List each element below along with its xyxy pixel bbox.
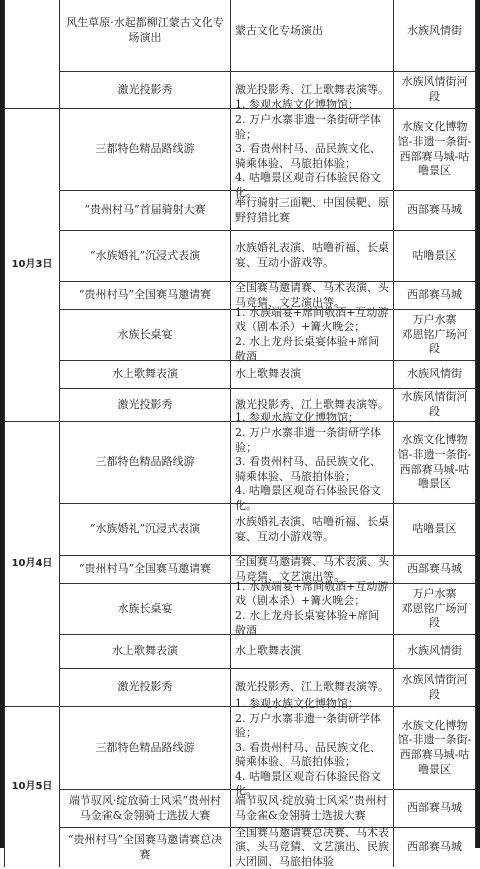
event-content-cell (230, 579, 393, 637)
event-name-cell-text: 三都特色精品路线游 (95, 142, 195, 156)
event-location-cell (393, 421, 475, 503)
event-location-cell-text: 西部赛马城 (407, 562, 462, 576)
event-name-cell-text: 激光投影秀 (117, 397, 173, 411)
event-location-cell-text: 万户水寨 邓恩铭广场河段 (401, 587, 468, 630)
event-name-cell-text: 激光投影秀 (117, 82, 173, 96)
event-location-cell-text: 水族风情街 (407, 367, 462, 381)
event-name-cell-text: 风生草原·水起都柳江蒙古文化专场演出 (66, 16, 224, 44)
event-content-cell-text: 激光投影秀、江上歌舞表演等。 (235, 680, 389, 694)
event-content-cell (230, 0, 393, 71)
event-name-cell-text: 水上歌舞表演 (112, 367, 178, 381)
event-content-cell-text: 举行骑射三面靶、中国侯靶、原野狩猎比赛 (235, 195, 389, 224)
event-content-cell (230, 360, 393, 388)
event-content-cell-text: 全国赛马邀请赛总决赛、马术表演、头马竞猜、文艺演出、民族大团圆、马旅拍体验 (235, 825, 389, 868)
event-name-cell-text: “贵州村马”全国赛马邀请赛 (78, 562, 212, 576)
event-location-cell (393, 555, 475, 583)
event-name-cell-text: “贵州村马”全国赛马邀请赛总决赛 (67, 832, 223, 861)
date-cell (4, 706, 59, 867)
event-name-cell (59, 71, 230, 108)
event-content-cell (230, 230, 393, 281)
date-cell (4, 0, 59, 108)
event-content-cell (230, 411, 393, 512)
event-name-cell (59, 230, 230, 281)
event-location-cell (393, 583, 475, 634)
event-location-cell-text: 咕噜景区 (412, 522, 457, 536)
event-content-cell-text: 激光投影秀、江上歌舞表演等。 (235, 397, 389, 411)
event-name-cell (59, 388, 230, 421)
event-location-cell (393, 281, 475, 309)
event-location-cell (393, 71, 475, 108)
event-content-cell (230, 696, 393, 798)
event-location-cell-text: 水族风情街 (407, 644, 462, 658)
event-content-cell (230, 789, 393, 827)
event-location-cell (393, 360, 475, 388)
event-location-cell (393, 388, 475, 421)
event-location-cell-text: 水族文化博物馆-非遗一条街-西部赛马城-咕噜景区 (397, 718, 472, 776)
event-name-cell-text: 水族长桌宴 (117, 601, 173, 615)
event-content-cell (230, 281, 393, 309)
event-location-cell-text: 水族风情街河段 (401, 75, 468, 103)
event-location-cell-text: 西部赛马城 (407, 840, 462, 854)
event-name-cell (59, 281, 230, 309)
event-name-cell-text: 三都特色精品路线游 (95, 740, 195, 754)
event-content-cell-text: 1. 参观水族文化博物馆； 2. 万户水寨非遗一条街研学体验； 3. 看贵州村马、品民族文化、骑乘体验、马旅拍体验； 4. 咕噜景区观奇石体验民俗文化。 (235, 696, 381, 798)
event-location-cell-text: 西部赛马城 (407, 203, 462, 217)
event-name-cell (59, 789, 230, 827)
event-name-cell (59, 555, 230, 583)
event-name-cell (59, 108, 230, 190)
event-location-cell (393, 634, 475, 668)
event-location-cell (393, 503, 475, 555)
event-content-cell-text: 水上歌舞表演 (235, 644, 301, 658)
event-name-cell-text: “贵州村马”首届骑射大赛 (84, 203, 206, 217)
date-cell (4, 421, 59, 706)
event-location-cell (393, 108, 475, 190)
event-location-cell (393, 668, 475, 706)
event-location-cell-text: 西部赛马城 (407, 288, 462, 302)
event-location-cell-text: 西部赛马城 (407, 801, 462, 815)
event-location-cell-text: 水族文化博物馆-非遗一条街-西部赛马城-咕噜景区 (397, 120, 472, 178)
event-content-cell-text: 激光投影秀、江上歌舞表演等。 (235, 82, 389, 96)
event-location-cell (393, 706, 475, 789)
event-location-cell-text: 万户水寨 邓恩铭广场河段 (401, 313, 468, 356)
event-name-cell (59, 634, 230, 668)
event-location-cell (393, 309, 475, 360)
event-content-cell (230, 305, 393, 363)
date-cell-text: 10月5日 (11, 780, 53, 792)
event-name-cell-text: 水上歌舞表演 (112, 644, 178, 658)
event-content-cell (230, 98, 393, 199)
right-frame-edge (476, 0, 480, 848)
event-name-cell-text: 激光投影秀 (117, 680, 173, 694)
date-cell (4, 108, 59, 421)
event-location-cell (393, 230, 475, 281)
event-name-cell-text: “水族婚礼”沉浸式表演 (89, 248, 201, 262)
table-right-border (475, 0, 476, 848)
event-location-cell (393, 789, 475, 827)
event-content-cell-text: 1. 水族端宴+席间敬酒+互动游戏（剧本杀）+篝火晚会； 2. 水上龙舟长桌宴体验+席间敬酒 (235, 579, 389, 637)
event-name-cell (59, 503, 230, 555)
event-content-cell (230, 555, 393, 583)
event-content-cell (230, 190, 393, 230)
event-name-cell (59, 0, 230, 71)
event-location-cell-text: 水族文化博物馆-非遗一条街-西部赛马城-咕噜景区 (397, 433, 472, 491)
event-name-cell (59, 706, 230, 789)
event-name-cell (59, 360, 230, 388)
event-content-cell-text: 水上歌舞表演 (235, 367, 301, 381)
event-name-cell (59, 421, 230, 503)
event-location-cell-text: 水族风情街 (407, 23, 462, 37)
event-content-cell (230, 503, 393, 555)
event-content-cell-text: 水族婚礼表演、咕噜祈福、长桌宴、互动小游戏等。 (235, 514, 389, 543)
event-location-cell-text: 水族风情街河段 (401, 390, 468, 418)
event-content-cell (230, 827, 393, 867)
event-location-cell (393, 190, 475, 230)
event-name-cell (59, 827, 230, 867)
event-schedule-table (4, 0, 475, 868)
event-content-cell (230, 634, 393, 668)
event-name-cell (59, 583, 230, 634)
event-content-cell-text: 1. 参观水族文化博物馆； 2. 万户水寨非遗一条街研学体验； 3. 看贵州村马、品民族文化、骑乘体验、马旅拍体验； 4. 咕噜景区观奇石体验民俗文化。 (235, 411, 381, 512)
event-content-cell-text: 蒙古文化专场演出 (235, 23, 323, 37)
date-cell-text: 10月4日 (11, 557, 53, 569)
event-location-cell (393, 0, 475, 71)
event-content-cell-text: 全国赛马邀请赛、马术表演、头马竞猜、文艺演出等。 (235, 554, 389, 583)
event-name-cell-text: 三都特色精品路线游 (95, 455, 195, 469)
event-name-cell-text: 水族长桌宴 (117, 327, 173, 341)
event-content-cell-text: 全国赛马邀请赛、马术表演、头马竞猜、文艺演出等。 (235, 280, 389, 309)
event-content-cell-text: 水族婚礼表演、咕噜祈福、长桌宴、互动小游戏等。 (235, 241, 389, 269)
event-location-cell-text: 咕噜景区 (412, 248, 457, 262)
event-name-cell-text: 端节驭风·绽放骑士风采”贵州村马金雀&金翎骑士选拔大赛 (68, 793, 222, 822)
event-location-cell-text: 水族风情街河段 (401, 672, 468, 701)
event-name-cell-text: “贵州村马”全国赛马邀请赛 (78, 288, 212, 302)
event-name-cell (59, 190, 230, 230)
event-content-cell-text: 1. 水族端宴+席间敬酒+互动游戏（剧本杀）+篝火晚会； 2. 水上龙舟长桌宴体验+席间敬酒 (235, 305, 389, 363)
event-name-cell (59, 309, 230, 360)
event-name-cell-text: “水族婚礼”沉浸式表演 (89, 522, 201, 536)
event-content-cell-text: 1. 参观水族文化博物馆； 2. 万户水寨非遗一条街研学体验； 3. 看贵州村马、品民族文化、骑乘体验、马旅拍体验； 4. 咕噜景区观奇石体验民俗文化。 (235, 98, 381, 199)
event-content-cell-text: 端节驭风·绽放骑士风采”贵州村马金雀&金翎骑士选拔大赛 (235, 793, 388, 822)
event-name-cell (59, 668, 230, 706)
event-location-cell (393, 827, 475, 867)
date-cell-text: 10月3日 (11, 258, 53, 270)
